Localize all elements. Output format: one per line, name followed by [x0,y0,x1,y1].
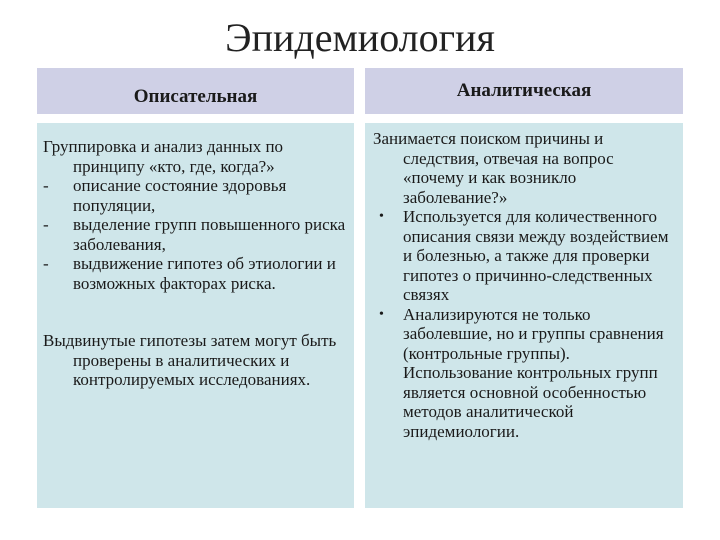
list-item-text: Используется для количественного описания связи между воздействием и болезнью, а также для проверки гипотез о причинно-следственных связях [403,207,669,304]
analytical-intro: Занимается поиском причины и следствия, отвечая на вопрос «почему и как возникло заболевание?» [373,129,614,207]
slide-title: Эпидемиология [225,15,495,60]
list-item-text: выделение групп повышенного риска заболевания, [73,215,346,254]
bullet-marker: • [379,209,384,224]
list-item [43,254,348,293]
list-item [373,207,677,305]
list-item-text: описание состояние здоровья популяции, [73,176,287,215]
list-item [43,176,348,215]
descriptive-panel [37,123,354,508]
analytical-header [365,68,683,114]
list-item-text: Анализируются не только заболевшие, но и группы сравнения (контрольные группы). Использование контрольных групп является основной особенностью методов аналитической эпидемиологии. [403,304,664,441]
dash-marker: - [43,254,49,273]
descriptive-conclusion: Выдвинутые гипотезы затем могут быть проверены в аналитических и контролируемых исследованиях. [43,331,337,389]
bullet-marker: • [379,306,384,322]
dash-marker: - [43,176,49,195]
list-item [373,305,677,442]
list-item [43,215,348,254]
analytical-panel [365,123,683,508]
descriptive-intro: Группировка и анализ данных по принципу «кто, где, когда?» [43,137,284,176]
dash-marker: - [43,215,49,234]
descriptive-header [37,68,354,114]
list-item-text: выдвижение гипотез об этиологии и возможных факторах риска. [73,254,336,293]
descriptive-header-label: Описательная [133,86,258,107]
analytical-header-label: Аналитическая [456,80,592,101]
